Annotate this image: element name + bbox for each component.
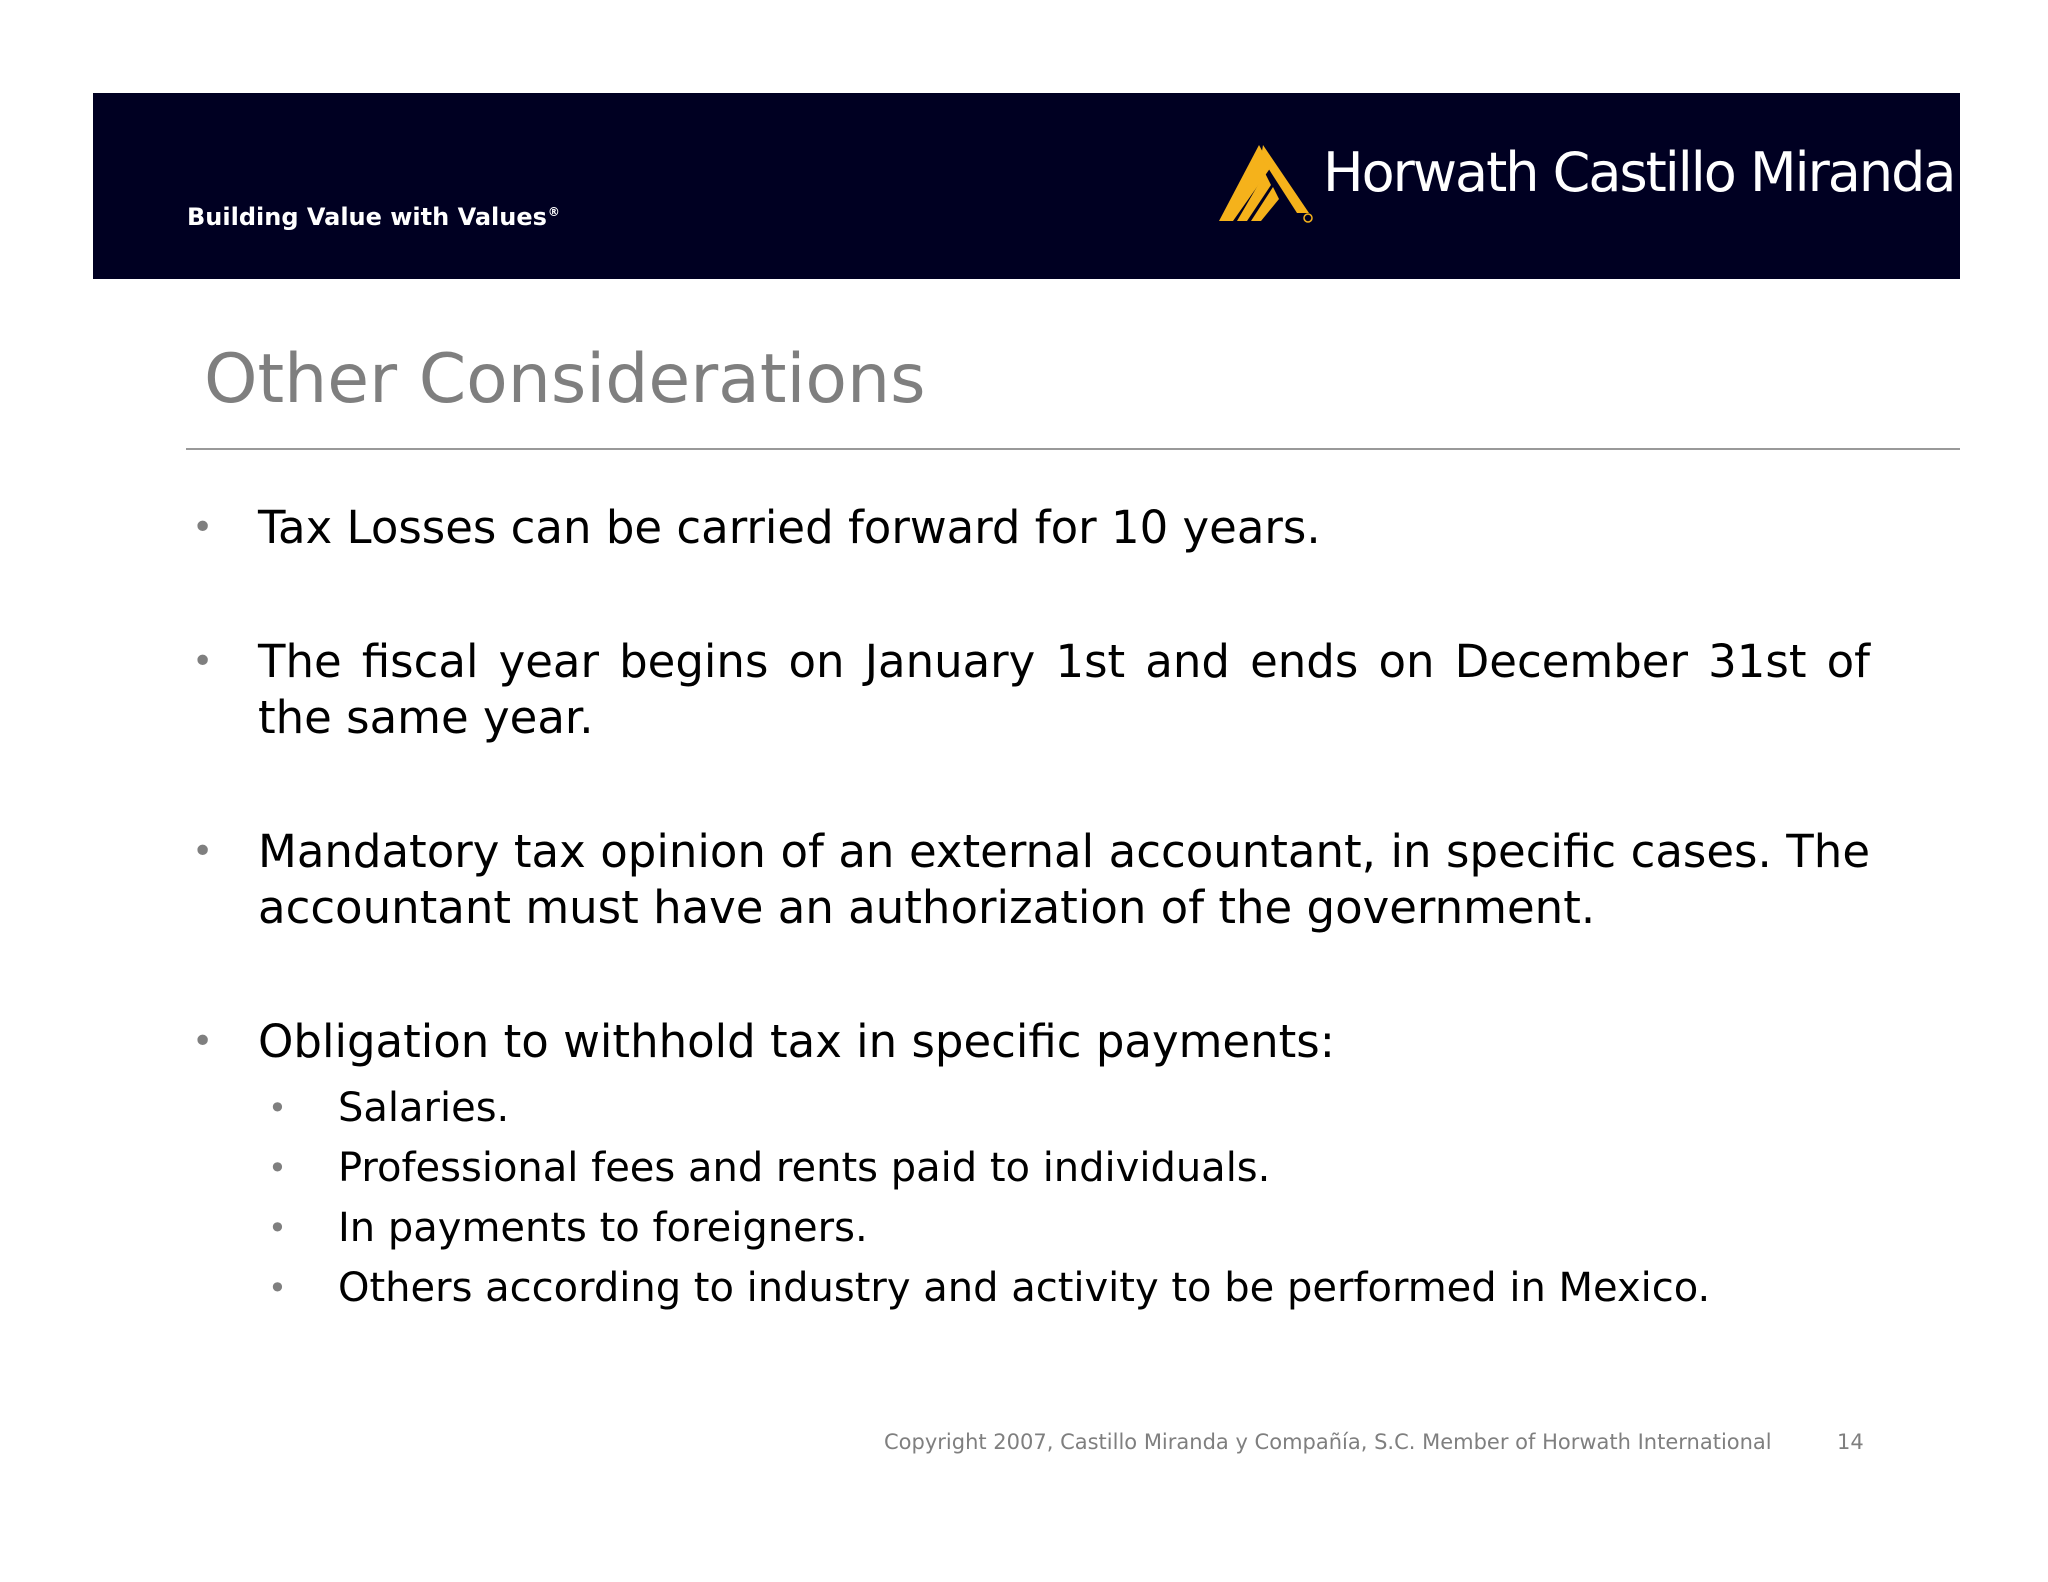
sub-bullet-text: In payments to foreigners. bbox=[338, 1205, 868, 1251]
sub-bullet-text: Others according to industry and activity to be performed in Mexico. bbox=[338, 1265, 1711, 1311]
copyright-footer: Copyright 2007, Castillo Miranda y Compañía, S.C. Member of Horwath International bbox=[884, 1430, 1772, 1454]
header-banner bbox=[93, 93, 1960, 279]
sub-bullet-item bbox=[256, 1138, 1870, 1198]
sub-bullet-icon: • bbox=[268, 1089, 287, 1127]
bullet-list bbox=[186, 500, 1870, 1318]
registered-mark: ® bbox=[547, 205, 560, 219]
bullet-item bbox=[186, 1014, 1870, 1318]
sub-bullet-icon: • bbox=[268, 1269, 287, 1307]
sub-bullet-item bbox=[256, 1078, 1870, 1138]
slide-title: Other Considerations bbox=[204, 340, 926, 419]
bullet-text: Obligation to withhold tax in specific payments: bbox=[258, 1015, 1335, 1068]
sub-bullet-item bbox=[256, 1258, 1870, 1318]
sub-bullet-list bbox=[258, 1078, 1870, 1318]
bullet-item bbox=[186, 500, 1870, 556]
bullet-text: The fiscal year begins on January 1st and ends on December 31st of the same year. bbox=[258, 635, 1870, 744]
sub-bullet-icon: • bbox=[268, 1149, 287, 1187]
bullet-icon: • bbox=[192, 507, 214, 548]
horwath-peak-logo-icon bbox=[1211, 143, 1321, 223]
bullet-text: Tax Losses can be carried forward for 10 years. bbox=[258, 501, 1321, 554]
company-logo bbox=[1211, 141, 1955, 223]
tagline-text: Building Value with Values bbox=[187, 203, 547, 231]
bullet-icon: • bbox=[192, 831, 214, 872]
sub-bullet-item bbox=[256, 1198, 1870, 1258]
logo-text: Horwath Castillo Miranda bbox=[1323, 141, 1955, 204]
sub-bullet-text: Salaries. bbox=[338, 1085, 510, 1131]
bullet-icon: • bbox=[192, 1021, 214, 1062]
page-number: 14 bbox=[1837, 1430, 1864, 1454]
tagline bbox=[187, 203, 560, 231]
bullet-item bbox=[186, 824, 1870, 936]
bullet-icon: • bbox=[192, 641, 214, 682]
sub-bullet-icon: • bbox=[268, 1209, 287, 1247]
title-divider bbox=[186, 448, 1960, 450]
bullet-text: Mandatory tax opinion of an external accountant, in specific cases. The accountant must have an authorization of the government. bbox=[258, 825, 1870, 934]
bullet-item bbox=[186, 634, 1870, 746]
sub-bullet-text: Professional fees and rents paid to individuals. bbox=[338, 1145, 1271, 1191]
